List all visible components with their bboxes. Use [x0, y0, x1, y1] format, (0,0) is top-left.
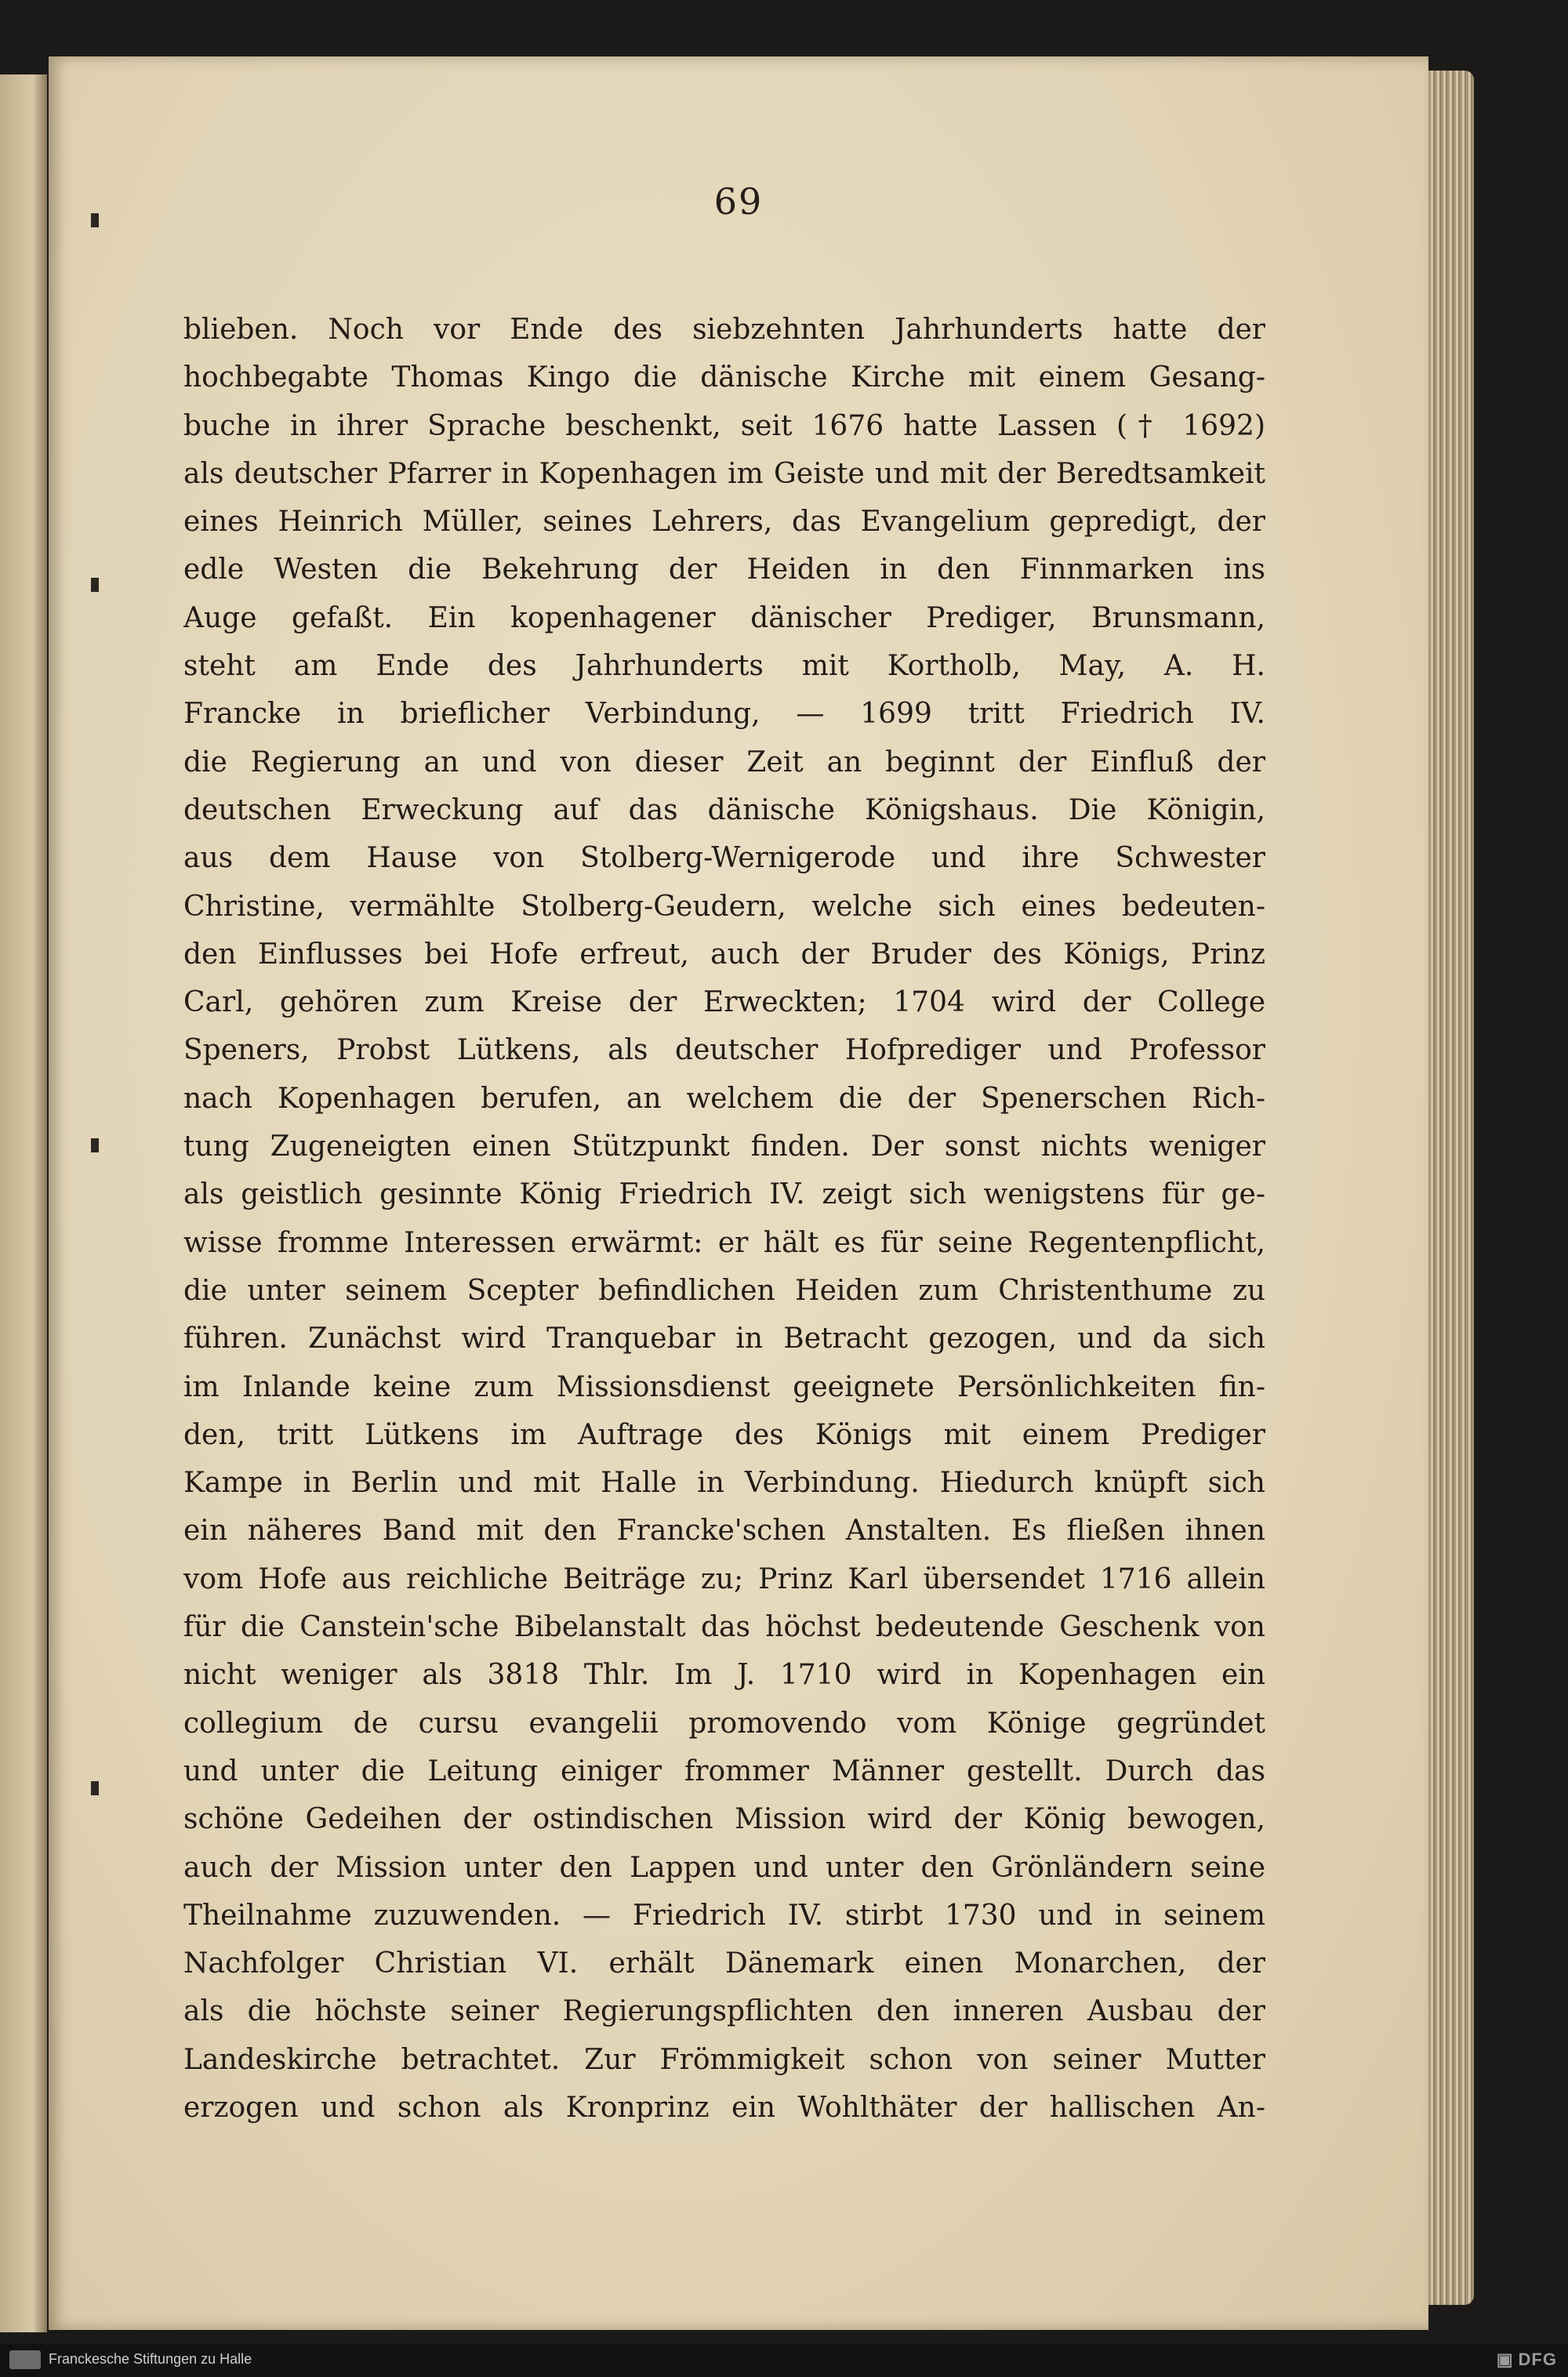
- text-line: Theilnahme zuzuwenden. — Friedrich IV. stirbt 1730 und in seinem: [183, 1899, 1265, 1932]
- text-line: Landeskirche betrachtet. Zur Frömmigkeit schon von seiner Mutter: [183, 2043, 1265, 2076]
- page-stack-edges: [1428, 71, 1474, 2305]
- text-line: im Inlande keine zum Missionsdienst geeignete Persönlichkeiten fin-: [183, 1370, 1265, 1403]
- page-number: 69: [713, 180, 764, 223]
- text-line: hochbegabte Thomas Kingo die dänische Kirche mit einem Gesang-: [183, 361, 1265, 394]
- institution-logo-icon: [9, 2350, 41, 2369]
- text-line: ein näheres Band mit den Francke'schen Anstalten. Es fließen ihnen: [183, 1515, 1265, 1548]
- text-line: edle Westen die Bekehrung der Heiden in den Finnmarken ins: [183, 553, 1265, 586]
- text-line: Auge gefaßt. Ein kopenhagener dänischer Prediger, Brunsmann,: [183, 601, 1265, 634]
- text-line: Carl, gehören zum Kreise der Erweckten; 1704 wird der College: [183, 986, 1265, 1019]
- gutter-mark: [91, 1781, 99, 1795]
- text-line: als die höchste seiner Regierungspflichten den inneren Ausbau der: [183, 1995, 1265, 2028]
- body-text: [183, 306, 1265, 2132]
- text-line: auch der Mission unter den Lappen und unter den Grönländern seine: [183, 1851, 1265, 1884]
- text-line: vom Hofe aus reichliche Beiträge zu; Prinz Karl übersendet 1716 allein: [183, 1562, 1265, 1595]
- text-line: erzogen und schon als Kronprinz ein Wohlthäter der hallischen An-: [183, 2091, 1265, 2124]
- text-line: blieben. Noch vor Ende des siebzehnten Jahrhunderts hatte der: [183, 314, 1265, 346]
- text-line: steht am Ende des Jahrhunderts mit Kortholb, May, A. H.: [183, 650, 1265, 683]
- text-line: wisse fromme Interessen erwärmt: er hält es für seine Regentenpflicht,: [183, 1226, 1265, 1259]
- text-line: die unter seinem Scepter befindlichen Heiden zum Christenthume zu: [183, 1274, 1265, 1307]
- text-line: buche in ihrer Sprache beschenkt, seit 1676 hatte Lassen († 1692): [183, 409, 1265, 442]
- text-line: schöne Gedeihen der ostindischen Mission wird der König bewogen,: [183, 1803, 1265, 1836]
- text-line: die Regierung an und von dieser Zeit an beginnt der Einfluß der: [183, 746, 1265, 778]
- text-line: den, tritt Lütkens im Auftrage des Königs mit einem Prediger: [183, 1418, 1265, 1451]
- text-line: nicht weniger als 3818 Thlr. Im J. 1710 wird in Kopenhagen ein: [183, 1659, 1265, 1692]
- gutter-mark: [91, 578, 99, 592]
- text-line: eines Heinrich Müller, seines Lehrers, das Evangelium gepredigt, der: [183, 506, 1265, 539]
- text-line: tung Zugeneigten einen Stützpunkt finden. Der sonst nichts weniger: [183, 1130, 1265, 1163]
- text-line: als deutscher Pfarrer in Kopenhagen im Geiste und mit der Beredtsamkeit: [183, 457, 1265, 490]
- text-line: collegium de cursu evangelii promovendo vom Könige gegründet: [183, 1707, 1265, 1740]
- text-line: Speners, Probst Lütkens, als deutscher Hofprediger und Professor: [183, 1034, 1265, 1067]
- dfg-icon: ▣: [1496, 2350, 1514, 2369]
- text-line: aus dem Hause von Stolberg-Wernigerode und ihre Schwester: [183, 842, 1265, 875]
- previous-page-edge: [0, 74, 47, 2332]
- funder-name: DFG: [1518, 2350, 1557, 2369]
- book-page: [49, 56, 1428, 2330]
- text-line: den Einflusses bei Hofe erfreut, auch der Bruder des Königs, Prinz: [183, 938, 1265, 971]
- text-line: Francke in brieflicher Verbindung, — 1699 tritt Friedrich IV.: [183, 698, 1265, 731]
- text-line: nach Kopenhagen berufen, an welchem die der Spenerschen Rich-: [183, 1082, 1265, 1115]
- text-line: Nachfolger Christian VI. erhält Dänemark einen Monarchen, der: [183, 1947, 1265, 1980]
- text-line: als geistlich gesinnte König Friedrich IV. zeigt sich wenigstens für ge-: [183, 1178, 1265, 1211]
- text-line: Kampe in Berlin und mit Halle in Verbindung. Hiedurch knüpft sich: [183, 1467, 1265, 1500]
- viewer-footer: [0, 2344, 1568, 2377]
- institution-name: Franckesche Stiftungen zu Halle: [49, 2351, 252, 2367]
- funder-logo: [1497, 2350, 1557, 2370]
- text-line: Christine, vermählte Stolberg-Geudern, welche sich eines bedeuten-: [183, 890, 1265, 923]
- text-line: für die Canstein'sche Bibelanstalt das höchst bedeutende Geschenk von: [183, 1611, 1265, 1644]
- text-line: und unter die Leitung einiger frommer Männer gestellt. Durch das: [183, 1755, 1265, 1787]
- text-line: deutschen Erweckung auf das dänische Königshaus. Die Königin,: [183, 793, 1265, 826]
- text-line: führen. Zunächst wird Tranquebar in Betracht gezogen, und da sich: [183, 1323, 1265, 1355]
- gutter-mark: [91, 1138, 99, 1152]
